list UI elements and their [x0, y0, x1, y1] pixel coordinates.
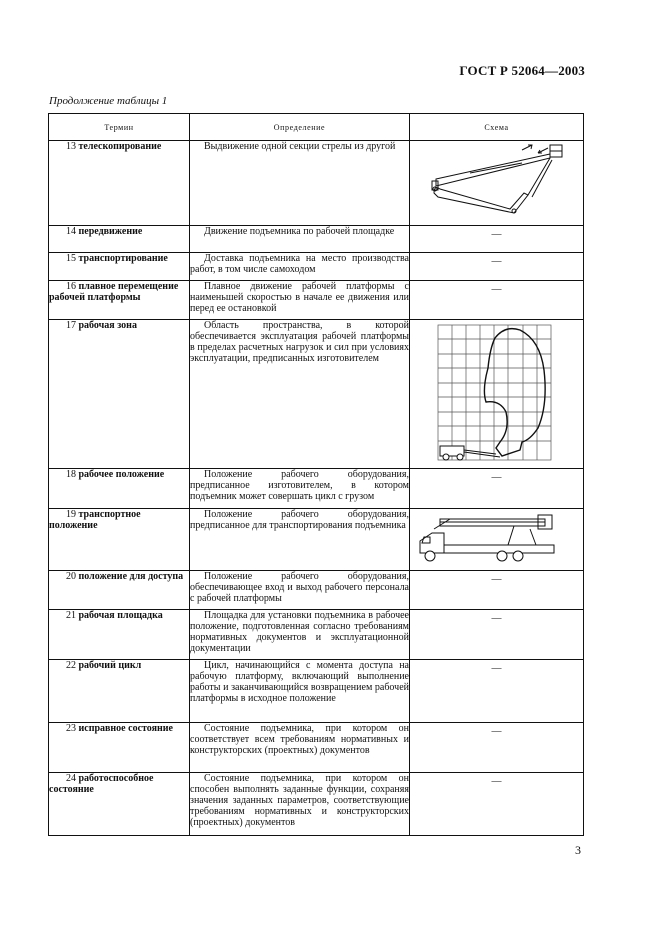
- term-name: передвижение: [78, 226, 143, 237]
- term-cell: [49, 723, 190, 773]
- scheme-cell: [410, 281, 584, 320]
- definition-text: Площадка для установки подъемника в рабочее положение, подготовленная согласно требованиям нормативных документов и эксплуатационной документации: [190, 610, 409, 654]
- no-scheme-dash: —: [491, 229, 502, 240]
- term-cell: [49, 253, 190, 281]
- term-name: телескопирование: [78, 141, 162, 152]
- table-row: [49, 509, 584, 571]
- definition-cell: [190, 281, 410, 320]
- page-number: 3: [575, 843, 581, 857]
- no-scheme-dash: —: [491, 256, 502, 267]
- term-number: 16: [66, 281, 76, 292]
- definition-cell: [190, 141, 410, 226]
- definition-text: Положение рабочего оборудования, предписанное для транспортирования подъемника: [190, 509, 409, 531]
- no-scheme-dash: —: [491, 472, 502, 483]
- table-row: [49, 226, 584, 253]
- term-cell: [49, 773, 190, 836]
- scheme-cell: [410, 660, 584, 723]
- term-cell: [49, 281, 190, 320]
- definition-cell: [190, 469, 410, 509]
- term-number: 15: [66, 253, 76, 264]
- term-cell: [49, 226, 190, 253]
- scheme-cell: [410, 571, 584, 610]
- term-number: 18: [66, 469, 76, 480]
- term-name: плавное перемещение рабочей платформы: [49, 281, 179, 303]
- table-row: [49, 660, 584, 723]
- term-number: 21: [66, 610, 76, 621]
- definition-text: Выдвижение одной секции стрелы из другой: [204, 141, 396, 152]
- term-name: рабочий цикл: [78, 660, 142, 671]
- transport-position-diagram: [410, 509, 582, 569]
- term-cell: [49, 141, 190, 226]
- definition-cell: [190, 509, 410, 571]
- term-cell: [49, 660, 190, 723]
- definition-text: Доставка подъемника на место производства работ, в том числе самоходом: [190, 253, 409, 275]
- table-row: [49, 253, 584, 281]
- definition-text: Цикл, начинающийся с момента доступа на рабочую платформу, включающий выполнение работы и заканчивающийся возвращением рабочей платформы в исходное положение: [190, 660, 409, 704]
- scheme-cell: [410, 773, 584, 836]
- column-header-term: Термин: [49, 114, 190, 141]
- term-name: рабочая площадка: [78, 610, 163, 621]
- term-number: 24: [66, 773, 76, 784]
- definition-cell: [190, 723, 410, 773]
- term-name: транспортирование: [78, 253, 168, 264]
- scheme-cell: [410, 226, 584, 253]
- definition-cell: [190, 610, 410, 660]
- definition-text: Состояние подъемника, при котором он способен выполнять заданные функции, сохраняя значения заданных параметров, соответствующие требованиям нормативных и конструкторских (проектных) документов: [190, 773, 409, 828]
- definition-cell: [190, 660, 410, 723]
- table-header-row: [49, 114, 584, 141]
- term-name: работоспособное состояние: [49, 773, 154, 795]
- working-zone-diagram: [410, 320, 582, 468]
- table-caption: Продолжение таблицы 1: [49, 95, 168, 107]
- definition-text: Область пространства, в которой обеспечивается эксплуатация рабочей платформы в пределах расчетных нагрузок и сил при условиях эксплуатации, предписанных изготовителем: [190, 320, 409, 364]
- table-row: [49, 320, 584, 469]
- definition-cell: [190, 773, 410, 836]
- term-name: рабочее положение: [78, 469, 165, 480]
- telescoping-diagram: [410, 141, 582, 225]
- term-cell: [49, 571, 190, 610]
- term-cell: [49, 320, 190, 469]
- column-header-scheme: Схема: [410, 114, 584, 141]
- no-scheme-dash: —: [491, 284, 502, 295]
- term-number: 13: [66, 141, 76, 152]
- definition-text: Положение рабочего оборудования, обеспечивающее вход и выход рабочего персонала с рабочей платформы: [190, 571, 409, 604]
- scheme-cell: [410, 610, 584, 660]
- table-row: [49, 469, 584, 509]
- table-row: [49, 723, 584, 773]
- no-scheme-dash: —: [491, 663, 502, 674]
- definition-cell: [190, 320, 410, 469]
- table-row: [49, 773, 584, 836]
- scheme-cell: [410, 723, 584, 773]
- no-scheme-dash: —: [491, 726, 502, 737]
- scheme-cell: [410, 469, 584, 509]
- term-name: исправное состояние: [78, 723, 173, 734]
- document-code: ГОСТ Р 52064—2003: [459, 63, 585, 78]
- no-scheme-dash: —: [491, 776, 502, 787]
- term-name: положение для доступа: [78, 571, 184, 582]
- table-row: [49, 141, 584, 226]
- definition-cell: [190, 253, 410, 281]
- term-number: 14: [66, 226, 76, 237]
- term-number: 19: [66, 509, 76, 520]
- term-cell: [49, 509, 190, 571]
- column-header-definition: Определение: [190, 114, 410, 141]
- term-number: 20: [66, 571, 76, 582]
- no-scheme-dash: —: [491, 574, 502, 585]
- term-number: 17: [66, 320, 76, 331]
- definition-text: Плавное движение рабочей платформы с наименьшей скоростью в начале ее движения или перед ее остановкой: [190, 281, 409, 314]
- term-cell: [49, 469, 190, 509]
- scheme-cell: [410, 509, 584, 571]
- term-number: 22: [66, 660, 76, 671]
- definition-cell: [190, 226, 410, 253]
- no-scheme-dash: —: [491, 613, 502, 624]
- definition-text: Состояние подъемника, при котором он соответствует всем требованиям нормативных и конструкторских (проектных) документов: [190, 723, 409, 756]
- term-number: 23: [66, 723, 76, 734]
- table-row: [49, 610, 584, 660]
- definition-text: Движение подъемника по рабочей площадке: [204, 226, 395, 237]
- table-row: [49, 571, 584, 610]
- scheme-cell: [410, 141, 584, 226]
- term-name: транспортное положение: [49, 509, 141, 531]
- term-cell: [49, 610, 190, 660]
- terms-table: [48, 113, 584, 836]
- definition-text: Положение рабочего оборудования, предписанное изготовителем, в котором подъемник может совершать цикл с грузом: [190, 469, 409, 502]
- definition-cell: [190, 571, 410, 610]
- term-name: рабочая зона: [78, 320, 137, 331]
- scheme-cell: [410, 253, 584, 281]
- scheme-cell: [410, 320, 584, 469]
- table-row: [49, 281, 584, 320]
